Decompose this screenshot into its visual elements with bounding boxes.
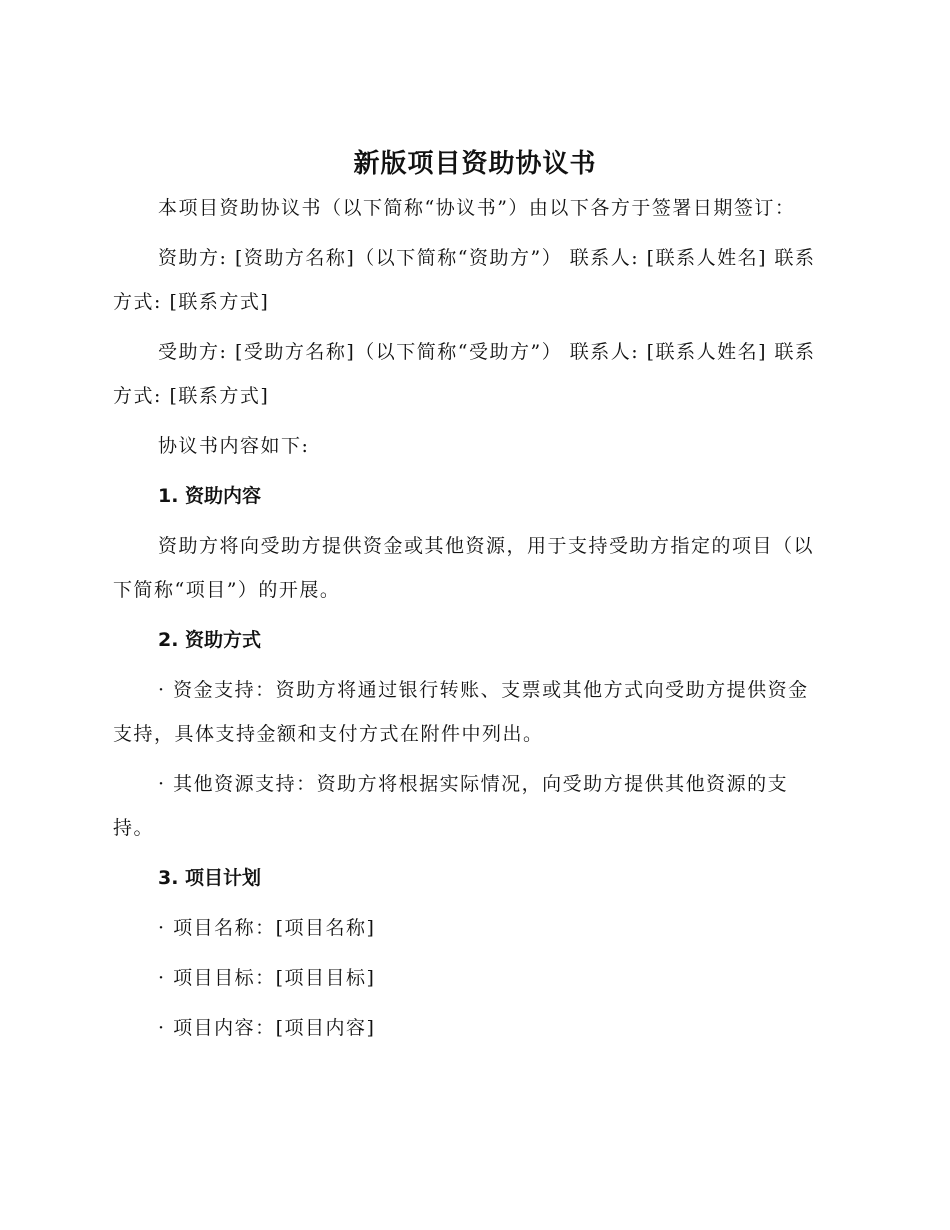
- section-3-item-goal: · 项目目标：[项目目标]: [158, 967, 376, 989]
- recipient-paragraph: 受助方: [受助方名称]（以下简称“受助方”） 联系人: [联系人姓名] 联系方式: [联系方式]: [113, 341, 816, 407]
- intro-paragraph: 本项目资助协议书（以下简称“协议书”）由以下各方于签署日期签订：: [158, 197, 796, 219]
- section-3-heading: 3. 项目计划: [158, 867, 262, 889]
- content-intro-paragraph: 协议书内容如下:: [158, 435, 310, 457]
- document-body: [113, 186, 821, 1050]
- section-1-heading: 1. 资助内容: [158, 485, 262, 507]
- document-title: 新版项目资助协议书: [353, 149, 597, 179]
- section-2-heading: 2. 资助方式: [158, 629, 262, 651]
- funder-paragraph: 资助方: [资助方名称]（以下简称“资助方”） 联系人: [联系人姓名] 联系方式: [联系方式]: [113, 247, 816, 313]
- section-3-item-content: · 项目内容：[项目内容]: [158, 1017, 376, 1039]
- section-1-body: 资助方将向受助方提供资金或其他资源，用于支持受助方指定的项目（以下简称“项目”）的开展。: [113, 535, 815, 601]
- section-2-item-funding: · 资金支持：资助方将通过银行转账、支票或其他方式向受助方提供资金支持，具体支持金额和支付方式在附件中列出。: [113, 679, 809, 745]
- section-3-item-name: · 项目名称：[项目名称]: [158, 917, 376, 939]
- section-2-item-other: · 其他资源支持：资助方将根据实际情况，向受助方提供其他资源的支持。: [113, 773, 789, 839]
